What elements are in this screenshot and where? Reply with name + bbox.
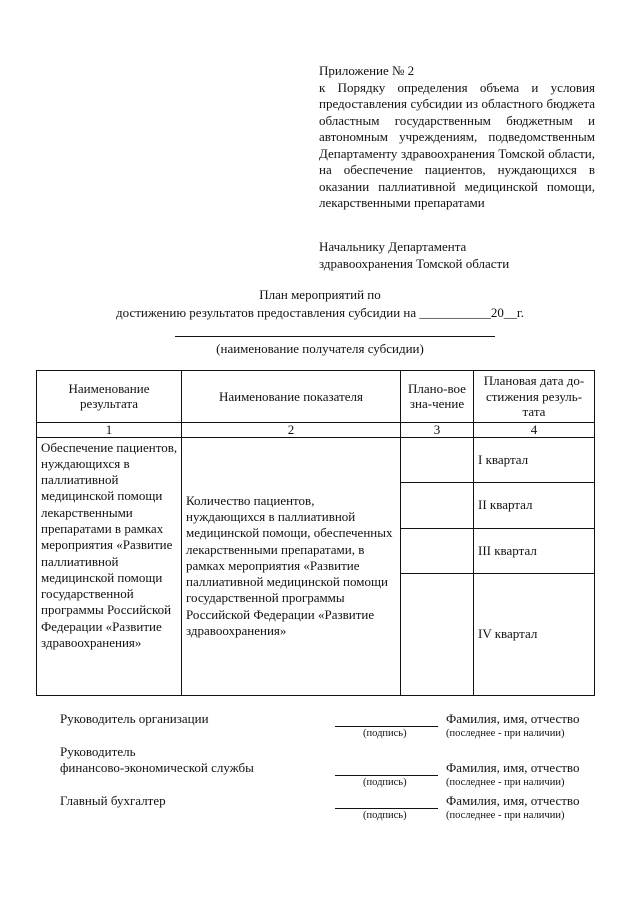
plan-subtitle: достижению результатов предоставления субсидии на ___________20__г. xyxy=(116,305,524,320)
signature-label: Руководитель организации xyxy=(60,711,209,726)
name-hint: (последнее - при наличии) xyxy=(446,777,565,788)
indicator-cell: Количество пациентов, нуждающихся в паллиативной медицинской помощи, обеспеченных лекарственными препаратами, в рамках мероприятия «Развитие паллиативной медицинской помощи государственной программы Российской Федерации «Развитие здравоохранения» xyxy=(182,437,401,695)
header-result: Наименование результата xyxy=(37,371,182,423)
signature-name: Фамилия, имя, отчество xyxy=(446,760,580,775)
signature-line xyxy=(335,775,438,776)
planned-value-cell xyxy=(401,528,474,573)
signature-name: Фамилия, имя, отчество xyxy=(446,793,580,808)
quarter-cell: III квартал xyxy=(474,528,595,573)
signature-hint: (подпись) xyxy=(363,810,407,821)
signature-label-line-2: финансово-экономической службы xyxy=(60,760,254,775)
plan-title: План мероприятий по xyxy=(259,287,381,302)
table-header-row xyxy=(37,371,595,423)
planned-value-cell xyxy=(401,573,474,695)
quarter-cell: II квартал xyxy=(474,482,595,528)
annex-text: к Порядку определения объема и условия предоставления субсидии из областного бюджета областным государственным бюджетным и автономным учреждениям, подведомственным Департаменту здравоохранения Томской области, на обеспечение пациентов, нуждающихся в оказании паллиативной медицинской помощи, лекарственными препаратами xyxy=(319,79,595,210)
header-date: Плановая дата до-стижения резуль-тата xyxy=(474,371,595,423)
signature-line xyxy=(335,808,438,809)
header-value: Плано-вое зна-чение xyxy=(401,371,474,423)
signature-line xyxy=(335,726,438,727)
column-number: 3 xyxy=(401,422,474,437)
signature-label-line-1: Руководитель xyxy=(60,744,136,759)
recipient-caption: (наименование получателя субсидии) xyxy=(216,341,424,356)
plan-table xyxy=(36,370,595,696)
annex-block xyxy=(319,63,595,212)
planned-value-cell xyxy=(401,482,474,528)
signature-label xyxy=(60,744,254,776)
signature-name: Фамилия, имя, отчество xyxy=(446,711,580,726)
addressee-line-1: Начальнику Департамента xyxy=(319,239,467,254)
addressee-block xyxy=(319,238,595,272)
recipient-underline xyxy=(175,336,495,337)
column-number: 4 xyxy=(474,422,595,437)
table-row xyxy=(37,437,595,482)
column-number-row xyxy=(37,422,595,437)
column-number: 1 xyxy=(37,422,182,437)
planned-value-cell xyxy=(401,437,474,482)
addressee-line-2: здравоохранения Томской области xyxy=(319,256,510,271)
signature-hint: (подпись) xyxy=(363,728,407,739)
quarter-cell: I квартал xyxy=(474,437,595,482)
name-hint: (последнее - при наличии) xyxy=(446,810,565,821)
quarter-cell: IV квартал xyxy=(474,573,595,695)
result-cell: Обеспечение пациентов, нуждающихся в паллиативной медицинской помощи лекарственными препаратами в рамках мероприятия «Развитие паллиативной медицинской помощи государственной программы Российской Федерации «Развитие здравоохранения» xyxy=(37,437,182,695)
signature-label: Главный бухгалтер xyxy=(60,793,166,808)
header-indicator: Наименование показателя xyxy=(182,371,401,423)
signature-hint: (подпись) xyxy=(363,777,407,788)
column-number: 2 xyxy=(182,422,401,437)
annex-title: Приложение № 2 xyxy=(319,63,415,78)
name-hint: (последнее - при наличии) xyxy=(446,728,565,739)
